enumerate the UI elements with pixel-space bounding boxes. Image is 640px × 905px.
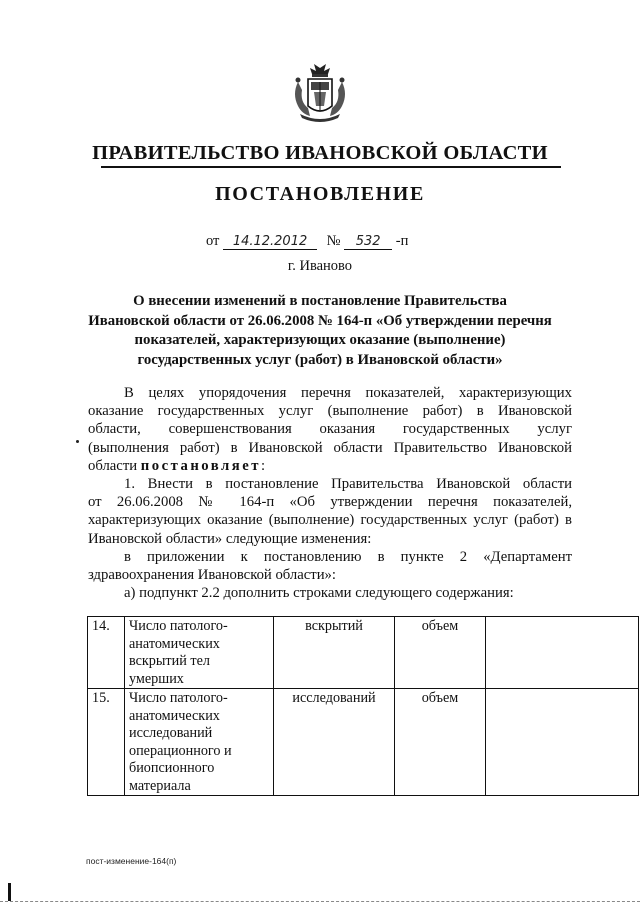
document-body [88, 384, 572, 602]
name-line: вскрытий тел [129, 653, 210, 669]
body-line: от 26.06.2008 № 164-п «Об утверждении перечня показателей, [88, 494, 572, 511]
name-line: Число патолого- [129, 618, 228, 634]
name-line: умерших [129, 670, 184, 687]
indicator-name [125, 617, 274, 689]
title-underline [101, 166, 561, 168]
subject-line: Ивановской области от 26.06.2008 № 164-п «Об утверждении перечня [88, 312, 552, 329]
scan-speck [76, 440, 79, 443]
row-number: 14. [88, 617, 125, 689]
number-suffix: -п [395, 233, 409, 249]
document-type: ПОСТАНОВЛЕНИЕ [215, 183, 425, 205]
indicator-name [125, 689, 274, 796]
name-line: анатомических [129, 707, 220, 724]
body-line: области, совершенствования оказания государственных услуг [88, 421, 572, 438]
empty-cell [486, 617, 639, 689]
body-line: характеризующих оказание (выполнение) государственных услуг (работ) в [88, 512, 572, 529]
name-line: анатомических [129, 635, 220, 652]
body-line [88, 457, 572, 475]
body-line: Ивановской области» следующие изменения: [88, 530, 372, 547]
name-line: операционного и [129, 742, 232, 759]
body-line: В целях упорядочения перечня показателей, характеризующих [124, 385, 572, 401]
date-prefix: от [206, 233, 220, 249]
subject-line: государственных услуг (работ) в Ивановской области» [137, 351, 503, 368]
kind-cell: объем [395, 689, 486, 796]
indicators-table [87, 616, 639, 796]
subject-line: показателей, характеризующих оказание (выполнение) [134, 332, 506, 348]
resolves-word: постановляет [140, 457, 261, 474]
scan-edge [0, 901, 640, 902]
table-row [88, 689, 639, 796]
number-prefix: № [326, 233, 341, 249]
row-number: 15. [88, 689, 125, 796]
table-row [88, 617, 639, 689]
city: г. Иваново [287, 258, 353, 274]
name-line: Число патолого- [129, 690, 228, 706]
body-line: в приложении к постановлению в пункте 2 «Департамент [124, 548, 572, 565]
body-line: оказание государственных услуг (выполнение работ) в Ивановской [88, 403, 572, 420]
government-title: ПРАВИТЕЛЬСТВО ИВАНОВСКОЙ ОБЛАСТИ [92, 142, 548, 164]
unit-cell: исследований [274, 689, 395, 796]
date-value: 14.12.2012 [223, 234, 317, 250]
document-subject [80, 292, 560, 370]
file-note: пост-изменение-164(п) [86, 856, 177, 866]
kind-cell: объем [395, 617, 486, 689]
name-line: исследований [129, 725, 213, 741]
name-line: биопсионного [129, 760, 215, 776]
scan-mark [8, 883, 11, 901]
number-value: 532 [344, 234, 392, 250]
coat-of-arms-emblem [290, 62, 350, 126]
empty-cell [486, 689, 639, 796]
body-line: 1. Внести в постановление Правительства Ивановской области [124, 476, 572, 493]
colon: : [260, 457, 266, 474]
date-number-line [206, 233, 408, 250]
body-line: (выполнения работ) в Ивановской области Правительство Ивановской [88, 439, 572, 456]
body-line: здравоохранения Ивановской области»: [88, 567, 336, 584]
subject-line: О внесении изменений в постановление Правительства [133, 293, 507, 309]
body-word: области [88, 457, 138, 474]
name-line: материала [129, 777, 191, 794]
body-line: а) подпункт 2.2 дополнить строками следующего содержания: [124, 585, 514, 602]
unit-cell: вскрытий [274, 617, 395, 689]
